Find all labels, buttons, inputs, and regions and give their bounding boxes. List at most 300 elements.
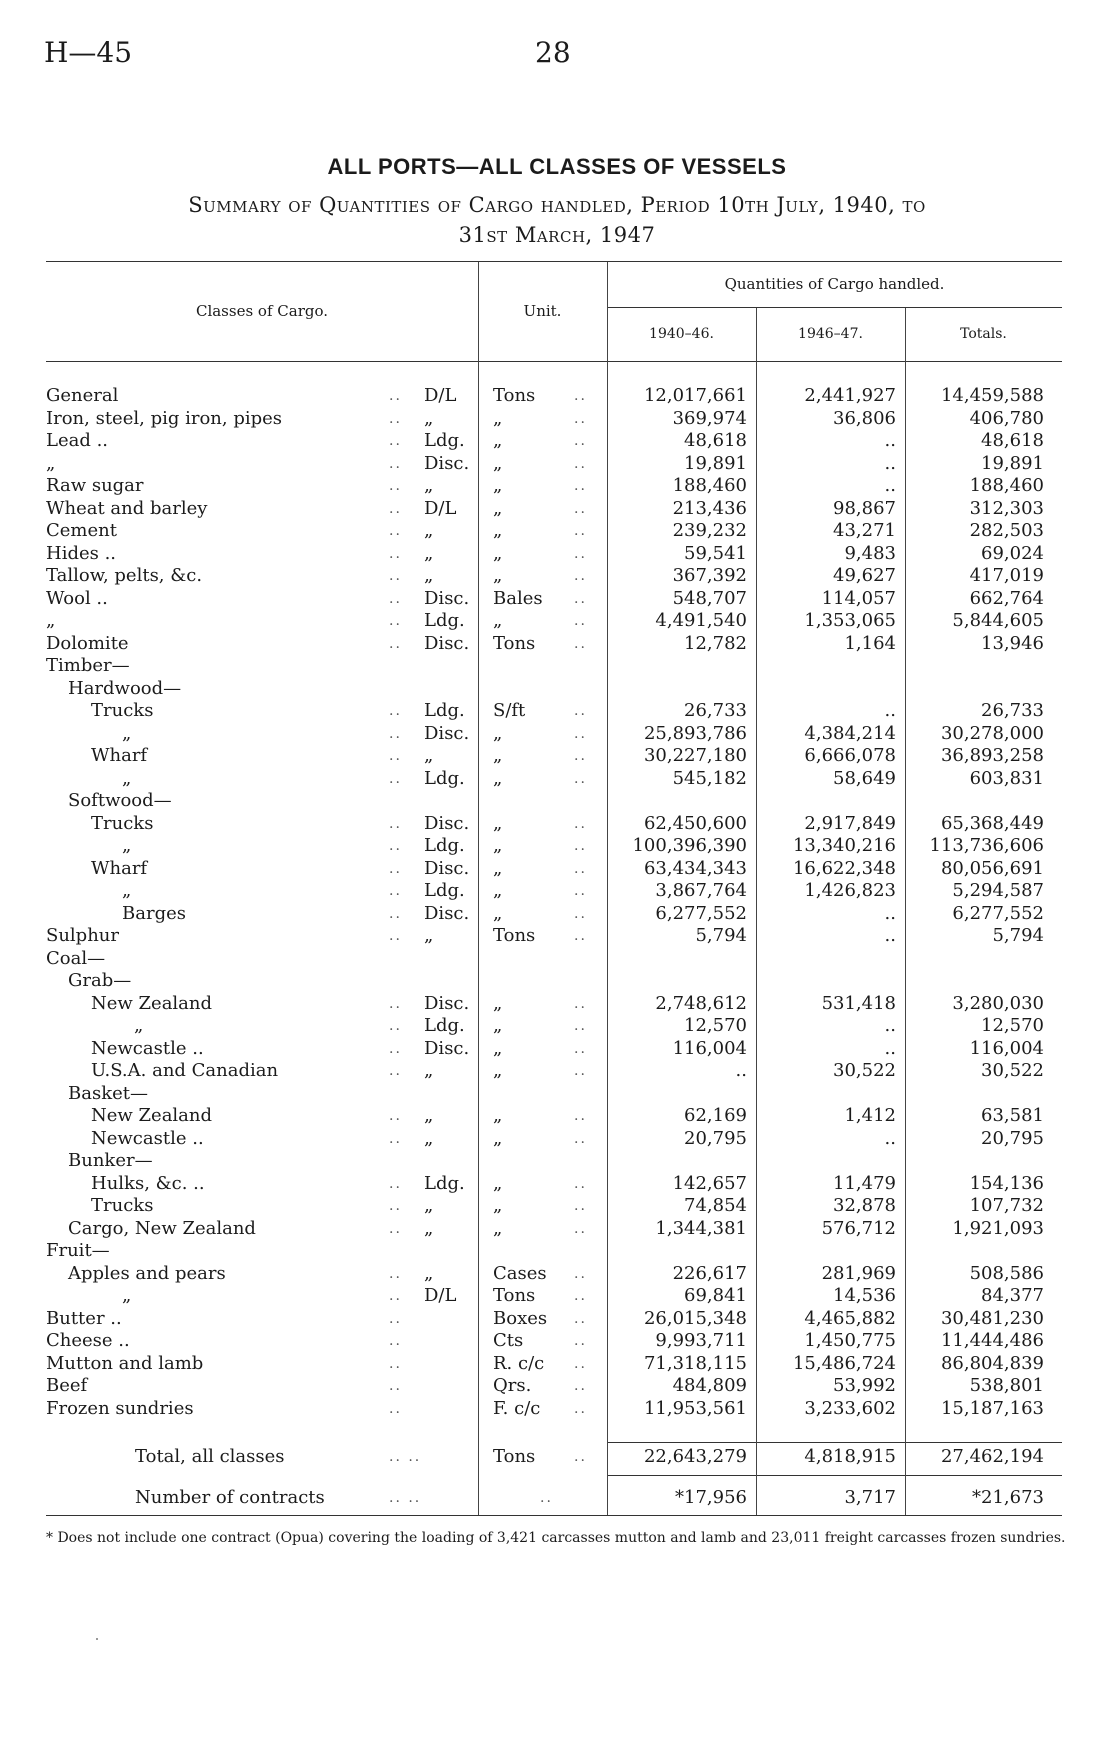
value-1946-47: 11,479	[833, 1172, 896, 1194]
table-row	[0, 1308, 1114, 1331]
value-totals: 107,732	[969, 1195, 1044, 1216]
value-1940-46: 48,618	[684, 430, 747, 451]
unit-leader-dots: ..	[574, 500, 587, 517]
cargo-class-label: Trucks	[91, 812, 154, 834]
value-1940-46: 1,344,381	[655, 1217, 747, 1239]
value-totals: 48,618	[981, 430, 1044, 451]
value-1946-47: 53,992	[833, 1375, 896, 1396]
value-1946-47: 13,340,216	[792, 835, 896, 856]
unit-leader-dots: ..	[574, 1288, 587, 1304]
leader-dots: ..	[389, 1310, 402, 1327]
operation-code: Ldg.	[424, 430, 465, 451]
unit-cell: „	[493, 497, 503, 519]
value-totals: 86,804,839	[940, 1352, 1044, 1374]
page-number: 28	[535, 36, 571, 69]
table-row	[0, 610, 1114, 633]
cargo-class-label: Newcastle ..	[91, 1127, 204, 1149]
value-totals: 1,921,093	[952, 1217, 1044, 1239]
value-totals: 406,780	[969, 407, 1044, 429]
cargo-class-label: U.S.A. and Canadian	[91, 1060, 279, 1081]
unit-cell: „	[493, 1127, 503, 1149]
table-row	[0, 768, 1114, 791]
value-1946-47: 36,806	[833, 407, 896, 429]
leader-dots: ..	[389, 613, 402, 629]
cargo-class-label: Beef	[46, 1375, 88, 1396]
unit-cell: „	[493, 610, 503, 631]
unit-leader-dots: ..	[574, 883, 587, 899]
leader-dots: ..	[389, 1040, 402, 1057]
unit-cell: Boxes	[493, 1307, 548, 1329]
unit-cell: „	[493, 1105, 503, 1126]
table-row	[0, 1060, 1114, 1083]
cargo-class-label: Newcastle ..	[91, 1037, 204, 1059]
value-1940-46: 484,809	[672, 1375, 747, 1396]
operation-code: D/L	[424, 497, 457, 519]
value-1946-47: 281,969	[821, 1262, 896, 1284]
unit-leader-dots: ..	[574, 1333, 587, 1349]
operation-code: Ldg.	[424, 767, 465, 789]
table-row	[0, 1173, 1114, 1196]
cargo-class-label: Hulks, &c. ..	[91, 1172, 205, 1194]
operation-code: Ldg.	[424, 835, 465, 856]
col-header-1946-47: 1946–47.	[798, 326, 863, 342]
leader-dots: ..	[389, 725, 402, 742]
unit-leader-dots: ..	[574, 1400, 587, 1417]
contracts-unit-dots: ..	[540, 1490, 553, 1506]
value-1940-46: 69,841	[684, 1285, 747, 1306]
leader-dots: ..	[389, 410, 402, 427]
value-1946-47: ..	[884, 430, 896, 451]
leader-dots: ..	[389, 388, 402, 404]
cargo-class-label: Butter ..	[46, 1307, 122, 1329]
table-row	[0, 1150, 1114, 1173]
operation-code: Disc.	[424, 902, 470, 924]
leader-dots: ..	[389, 1018, 402, 1034]
value-1946-47: ..	[884, 452, 896, 474]
cargo-class-label: Lead ..	[46, 430, 109, 451]
table-row	[0, 520, 1114, 543]
value-totals: 15,187,163	[940, 1397, 1044, 1419]
cargo-class-label: Cheese ..	[46, 1330, 130, 1351]
leader-dots: ..	[389, 995, 402, 1012]
operation-code: „	[424, 475, 434, 496]
unit-leader-dots: ..	[574, 928, 587, 944]
value-1940-46: 59,541	[684, 542, 747, 564]
value-totals: 84,377	[981, 1285, 1044, 1306]
operation-code: Disc.	[424, 992, 470, 1014]
unit-leader-dots: ..	[574, 838, 587, 854]
operation-code: „	[424, 542, 434, 564]
leader-dots: ..	[389, 523, 402, 539]
cargo-class-label: „	[122, 1285, 132, 1306]
total-label: Total, all classes	[135, 1446, 285, 1467]
value-1940-46: 226,617	[672, 1262, 747, 1284]
value-1946-47: 3,233,602	[804, 1397, 896, 1419]
value-1946-47: ..	[884, 1127, 896, 1149]
col-header-1940-46: 1940–46.	[649, 326, 714, 342]
leader-dots: ..	[389, 545, 402, 562]
value-1946-47: 1,412	[844, 1105, 896, 1126]
table-row	[0, 723, 1114, 746]
totals-rule	[607, 1442, 1062, 1443]
value-1946-47: 9,483	[844, 542, 896, 564]
value-1946-47: 1,450,775	[804, 1330, 896, 1351]
cargo-class-label: Tallow, pelts, &c.	[46, 565, 203, 586]
subtitle-line-1: Summary of Quantities of Cargo handled, Period 10th July, 1940, to	[188, 193, 926, 217]
subtitle-line-2: 31st March, 1947	[458, 223, 656, 247]
value-1946-47: 531,418	[821, 992, 896, 1014]
value-totals: 5,294,587	[952, 880, 1044, 901]
table-row	[0, 678, 1114, 701]
table-row	[0, 1195, 1114, 1218]
unit-leader-dots: ..	[574, 388, 587, 404]
value-1940-46: 142,657	[672, 1172, 747, 1194]
unit-leader-dots: ..	[574, 1378, 587, 1394]
table-row	[0, 1398, 1114, 1421]
footnote: * Does not include one contract (Opua) covering the loading of 3,421 carcasses mutton and lamb and 23,011 freight carcasses frozen sundries.	[46, 1530, 1066, 1546]
leader-dots: ..	[389, 590, 402, 607]
leader-dots: ..	[389, 1378, 402, 1394]
table-row	[0, 1263, 1114, 1286]
unit-leader-dots: ..	[574, 545, 587, 562]
unit-cell: „	[493, 745, 503, 766]
value-1946-47: ..	[884, 1037, 896, 1059]
unit-leader-dots: ..	[574, 455, 587, 472]
operation-code: Disc.	[424, 1037, 470, 1059]
value-1940-46: 12,017,661	[643, 385, 747, 406]
cargo-class-label: „	[46, 610, 56, 631]
table-row	[0, 1240, 1114, 1263]
value-1940-46: 63,434,343	[643, 857, 747, 879]
value-1940-46: 239,232	[672, 520, 747, 541]
table-row	[0, 925, 1114, 948]
leader-dots: ..	[389, 860, 402, 877]
leader-dots: ..	[389, 1333, 402, 1349]
unit-cell: „	[493, 1217, 503, 1239]
value-totals: 154,136	[969, 1172, 1044, 1194]
unit-cell: „	[493, 1060, 503, 1081]
value-totals: 30,481,230	[940, 1307, 1044, 1329]
unit-cell: „	[493, 565, 503, 586]
value-1946-47: 576,712	[821, 1217, 896, 1239]
table-row	[0, 1218, 1114, 1241]
operation-code: Ldg.	[424, 700, 465, 721]
unit-leader-dots: ..	[574, 478, 587, 494]
value-1940-46: 71,318,115	[643, 1352, 747, 1374]
operation-code: Disc.	[424, 722, 470, 744]
value-1940-46: 2,748,612	[655, 992, 747, 1014]
unit-leader-dots: ..	[574, 568, 587, 584]
cargo-class-label: Basket—	[68, 1082, 148, 1104]
unit-cell: „	[493, 722, 503, 744]
value-1940-46: 6,277,552	[655, 902, 747, 924]
document-reference: H—45	[44, 36, 133, 69]
unit-leader-dots: ..	[574, 1018, 587, 1034]
table-row	[0, 1353, 1114, 1376]
value-totals: 13,946	[981, 632, 1044, 654]
unit-leader-dots: ..	[574, 905, 587, 922]
value-1940-46: 5,794	[695, 925, 747, 946]
value-1946-47: 2,441,927	[804, 385, 896, 406]
value-1946-47: 32,878	[833, 1195, 896, 1216]
unit-cell: „	[493, 992, 503, 1014]
unit-cell: Tons	[493, 1285, 536, 1306]
cargo-class-label: Mutton and lamb	[46, 1352, 204, 1374]
contracts-row	[0, 1487, 1114, 1510]
table-row	[0, 1285, 1114, 1308]
unit-cell: „	[493, 1037, 503, 1059]
unit-leader-dots: ..	[574, 635, 587, 652]
cargo-class-label: New Zealand	[91, 992, 213, 1014]
value-1946-47: ..	[884, 925, 896, 946]
value-1946-47: 98,867	[833, 497, 896, 519]
value-totals: 116,004	[969, 1037, 1044, 1059]
value-1946-47: 43,271	[833, 520, 896, 541]
operation-code: „	[424, 1127, 434, 1149]
total-unit: Tons	[493, 1446, 536, 1467]
table-row	[0, 903, 1114, 926]
value-1940-46: 30,227,180	[643, 745, 747, 766]
value-totals: 65,368,449	[940, 812, 1044, 834]
leader-dots: ..	[389, 568, 402, 584]
total-row	[0, 1446, 1114, 1469]
value-1940-46: 3,867,764	[655, 880, 747, 901]
leader-dots: ..	[389, 1288, 402, 1304]
leader-dots: ..	[389, 500, 402, 517]
value-totals: 282,503	[969, 520, 1044, 541]
table-row	[0, 565, 1114, 588]
table-row	[0, 948, 1114, 971]
value-1940-46: 100,396,390	[632, 835, 747, 856]
unit-cell: „	[493, 1172, 503, 1194]
table-row	[0, 430, 1114, 453]
unit-cell: „	[493, 1015, 503, 1036]
value-totals: 508,586	[969, 1262, 1044, 1284]
unit-cell: „	[493, 407, 503, 429]
unit-leader-dots: ..	[574, 995, 587, 1012]
value-1940-46: 19,891	[684, 452, 747, 474]
unit-cell: „	[493, 475, 503, 496]
leader-dots: ..	[389, 748, 402, 764]
leader-dots: ..	[389, 1355, 402, 1372]
cargo-class-label: „	[46, 452, 56, 474]
unit-cell: „	[493, 767, 503, 789]
value-totals: 19,891	[981, 452, 1044, 474]
unit-cell: „	[493, 902, 503, 924]
leader-dots: ..	[389, 1063, 402, 1079]
value-1940-46: 9,993,711	[655, 1330, 747, 1351]
cargo-class-label: General	[46, 385, 119, 406]
cargo-class-label: Wool ..	[46, 587, 108, 609]
totals-bottom-rule	[607, 1475, 1062, 1476]
value-1940-46: 213,436	[672, 497, 747, 519]
table-row	[0, 993, 1114, 1016]
table-row	[0, 475, 1114, 498]
unit-leader-dots: ..	[574, 1220, 587, 1237]
value-totals: 12,570	[981, 1015, 1044, 1036]
value-1940-46: 12,570	[684, 1015, 747, 1036]
unit-cell: „	[493, 812, 503, 834]
unit-cell: Tons	[493, 385, 536, 406]
operation-code: Disc.	[424, 632, 470, 654]
operation-code: „	[424, 1060, 434, 1081]
value-totals: 113,736,606	[929, 835, 1044, 856]
value-1940-46: ..	[735, 1060, 747, 1081]
value-1946-47: ..	[884, 902, 896, 924]
operation-code: „	[424, 520, 434, 541]
table-row	[0, 858, 1114, 881]
table-row	[0, 1128, 1114, 1151]
value-1946-47: ..	[884, 475, 896, 496]
value-1940-46: 74,854	[684, 1195, 747, 1216]
unit-leader-dots: ..	[574, 725, 587, 742]
value-1946-47: 4,465,882	[804, 1307, 896, 1329]
unit-leader-dots: ..	[574, 860, 587, 877]
leader-dots: ..	[389, 455, 402, 472]
table-row	[0, 655, 1114, 678]
cargo-class-label: Hardwood—	[68, 677, 182, 699]
unit-leader-dots: ..	[574, 523, 587, 539]
value-totals: 69,024	[981, 542, 1044, 564]
unit-leader-dots: ..	[574, 815, 587, 832]
cargo-class-label: Frozen sundries	[46, 1397, 194, 1419]
leader-dots: ..	[389, 1220, 402, 1237]
unit-cell: Qrs.	[493, 1375, 532, 1396]
value-totals: 538,801	[969, 1375, 1044, 1396]
value-1940-46: 11,953,561	[643, 1397, 747, 1419]
leader-dots: ..	[389, 1108, 402, 1124]
unit-cell: „	[493, 430, 503, 451]
operation-code: „	[424, 925, 434, 946]
unit-leader-dots: ..	[574, 748, 587, 764]
unit-leader-dots: ..	[574, 410, 587, 427]
value-1946-47: 30,522	[833, 1060, 896, 1081]
value-1940-46: 12,782	[684, 632, 747, 654]
value-1946-47: 1,164	[844, 632, 896, 654]
unit-leader-dots: ..	[574, 1355, 587, 1372]
leader-dots: ..	[389, 1130, 402, 1147]
total-1946-47: 4,818,915	[804, 1446, 896, 1467]
operation-code: Ldg.	[424, 1015, 465, 1036]
value-totals: 80,056,691	[940, 857, 1044, 879]
table-row	[0, 880, 1114, 903]
table-row	[0, 543, 1114, 566]
leader-dots: ..	[389, 478, 402, 494]
leader-dots: ..	[389, 883, 402, 899]
operation-code: „	[424, 745, 434, 766]
operation-code: „	[424, 407, 434, 429]
value-1946-47: ..	[884, 700, 896, 721]
col-header-quantities: Quantities of Cargo handled.	[724, 275, 945, 293]
leader-dots: ..	[389, 905, 402, 922]
cargo-class-label: Trucks	[91, 700, 154, 721]
operation-code: „	[424, 1262, 434, 1284]
value-totals: 662,764	[969, 587, 1044, 609]
unit-cell: „	[493, 520, 503, 541]
value-totals: 6,277,552	[952, 902, 1044, 924]
unit-leader-dots: ..	[574, 1175, 587, 1192]
col-header-unit: Unit.	[523, 302, 562, 320]
leader-dots: ..	[389, 838, 402, 854]
operation-code: Disc.	[424, 452, 470, 474]
table-row	[0, 588, 1114, 611]
value-1940-46: 4,491,540	[655, 610, 747, 631]
value-1946-47: ..	[884, 1015, 896, 1036]
value-totals: 20,795	[981, 1127, 1044, 1149]
cargo-class-label: Cargo, New Zealand	[68, 1217, 256, 1239]
value-1946-47: 49,627	[833, 565, 896, 586]
value-totals: 36,893,258	[940, 745, 1044, 766]
cargo-table-body	[0, 385, 1114, 1420]
value-1946-47: 15,486,724	[792, 1352, 896, 1374]
unit-leader-dots: ..	[574, 1063, 587, 1079]
value-1940-46: 188,460	[672, 475, 747, 496]
value-1946-47: 4,384,214	[804, 722, 896, 744]
value-1940-46: 548,707	[672, 587, 747, 609]
table-row	[0, 1330, 1114, 1353]
operation-code: Disc.	[424, 812, 470, 834]
table-row	[0, 813, 1114, 836]
cargo-class-label: Wharf	[91, 745, 148, 766]
unit-cell: R. c/c	[493, 1352, 545, 1374]
value-1940-46: 20,795	[684, 1127, 747, 1149]
cargo-class-label: Wharf	[91, 857, 148, 879]
contracts-totals: *21,673	[972, 1487, 1044, 1508]
value-1940-46: 116,004	[672, 1037, 747, 1059]
total-leader-dots: .. ..	[389, 1449, 422, 1465]
operation-code: Ldg.	[424, 610, 465, 631]
unit-cell: F. c/c	[493, 1397, 541, 1419]
value-totals: 11,444,486	[940, 1330, 1044, 1351]
cargo-class-label: „	[134, 1015, 144, 1036]
cargo-class-label: Trucks	[91, 1195, 154, 1216]
unit-cell: „	[493, 452, 503, 474]
value-totals: 3,280,030	[952, 992, 1044, 1014]
value-1946-47: 6,666,078	[804, 745, 896, 766]
unit-cell: Bales	[493, 587, 543, 609]
table-row	[0, 1083, 1114, 1106]
value-1940-46: 367,392	[672, 565, 747, 586]
table-row	[0, 970, 1114, 993]
value-1946-47: 16,622,348	[792, 857, 896, 879]
leader-dots: ..	[389, 1400, 402, 1417]
table-row	[0, 408, 1114, 431]
leader-dots: ..	[389, 433, 402, 449]
table-top-rule	[46, 261, 1062, 262]
value-totals: 30,278,000	[940, 722, 1044, 744]
value-totals: 417,019	[969, 565, 1044, 586]
leader-dots: ..	[389, 928, 402, 944]
value-1940-46: 26,015,348	[643, 1307, 747, 1329]
value-1946-47: 58,649	[833, 767, 896, 789]
leader-dots: ..	[389, 703, 402, 719]
cargo-class-label: Barges	[122, 902, 186, 924]
unit-cell: Tons	[493, 632, 536, 654]
cargo-class-label: Sulphur	[46, 925, 119, 946]
table-row	[0, 700, 1114, 723]
leader-dots: ..	[389, 770, 402, 787]
leader-dots: ..	[389, 1175, 402, 1192]
total-totals: 27,462,194	[940, 1446, 1044, 1467]
total-1940-46: 22,643,279	[643, 1446, 747, 1467]
value-1946-47: 114,057	[821, 587, 896, 609]
operation-code: „	[424, 1195, 434, 1216]
cargo-class-label: Timber—	[46, 655, 130, 676]
table-row	[0, 385, 1114, 408]
value-totals: 63,581	[981, 1105, 1044, 1126]
table-row	[0, 453, 1114, 476]
table-row	[0, 790, 1114, 813]
